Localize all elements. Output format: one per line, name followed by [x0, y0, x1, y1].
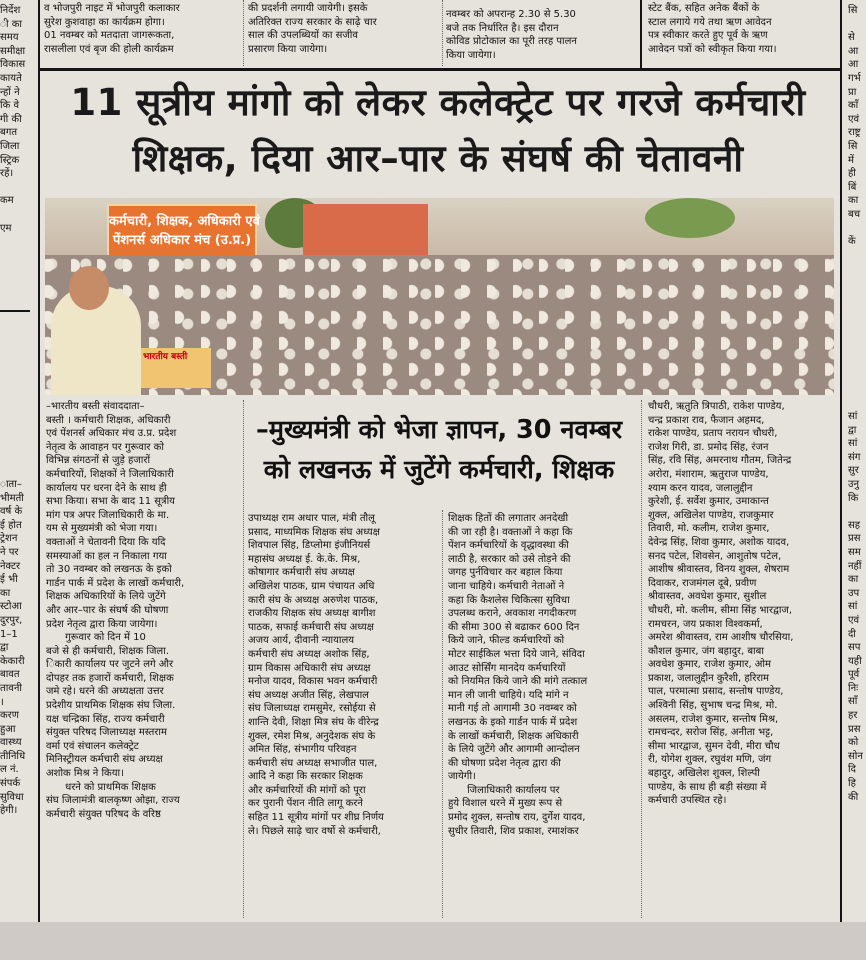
photo-tree — [645, 198, 735, 238]
article-divider-3 — [641, 400, 642, 918]
article-column-4: चौधरी, ऋतुति त्रिपाठी, राकेश पाण्डेय, चन्द्र प्रकाश राव, फैजान अहमद, राकेश पाण्डेय, प्रताप नरायन चौधरी, राजेश गिरी, डा. प्रमोद सिंह, रंजन सिंह, रवि सिंह, अमरनाथ गौतम, जितेन्द्र अरोरा, मंशाराम, ऋतुराज पाण्डेय, श्याम करन यादव, जलालुद्दीन कुरेशी, ई. सर्वेश कुमार, उमाकान्त शुक्ल, अखिलेश पाण्डेय, राजकुमार तिवारी, मो. कलीम, राजेश कुमार, देवेन्द्र सिंह, शिवा कुमार, अशोक यादव, सनद पटेल, शिवसेन, आशुतोष पटेल, आशीष श्रीवास्तव, विनय शुक्ल, शेषराम दिवाकर, राजमंगल दूबे, प्रवीण श्रीवास्तव, अवधेश कुमार, सुशील चौधरी, मो. कलीम, सीमा सिंह भारद्वाज, रामचरन, जय प्रकाश विश्वकर्मा, अमरेश श्रीवास्तव, राम आशीष चौरसिया, कौशल कुमार, जंग बहादुर, बाबा अवधेश कुमार, राजेश कुमार, ओम प्रकाश, जलालुद्दीन कुरैशी, हरिराम पाल, परमात्मा प्रसाद, सन्तोष पाण्डेय, अश्विनी सिंह, सुभाष चन्द्र मिश्र, मो. असलम, राजेश कुमार, सन्तोष मिश्र, रामचन्दर, सरोज सिंह, अनीता भट्ट, सीमा भारद्वाज, सुमन देवी, मीरा चौध री, योगेश शुक्ल, रघुवंश मणि, जंग बहादुर, अखिलेश शुक्ल, शिल्पी पाण्डेय, के साथ ही बड़ी संख्या में कर्मचारी उपस्थित रहे। — [648, 401, 794, 807]
right-edge-column: सि से आ आ गर्भ प्रा काँ एवं राष्ट्र सि में ही बिं का बच कें — [848, 5, 861, 248]
photo-speaker-head — [69, 266, 109, 310]
left-block-divider — [0, 310, 30, 312]
top-divider-3 — [640, 0, 642, 68]
article-divider-2 — [442, 510, 443, 918]
article-column-1: –भारतीय बस्ती संवाददाता– बस्ती । कर्मचारी शिक्षक, अधिकारी एवं पेंशनर्स अधिकार मंच उ.प्र. प्रदेश नेतृत्व के आवाहन पर गुरूवार को विभिन्न संगठनों से जुड़े हजारों कर्मचारियों, शिक्षकों ने जिलाधिकारी कार्यालय पर धरना देने के साथ ही सभा किया। सभा के बाद 11 सूत्रीय मांग पत्र अपर जिलाधिकारी के मा. यम से मुख्यमंत्री को भेजा गया। वक्ताओं ने चेतावनी दिया कि यदि समस्याओं का हल न निकाला गया तो 30 नवम्बर को लखनऊ के इको गार्डन पार्क में प्रदेश के लाखों कर्मचारी, शिक्षक अधिकारियों के लिये जुटेंगे और आर–पार के संघर्ष की घोषणा प्रदेश नेतृत्व द्वारा किया जायेगा। गुरूवार को दिन में 10 बजे से ही कर्मचारी, शिक्षक जिला. िकारी कार्यालय पर जुटने लगे और दोपहर तक हजारों कर्मचारी, शिक्षक जमे रहे। धरने की अध्यक्षता उत्तर प्रदेशीय प्राथमिक शिक्षक संघ जिला. यक्ष चन्द्रिका सिंह, राज्य कर्मचारी संयुक्त परिषद जिलाध्यक्ष मस्तराम वर्मा एवं संचालन कलेक्ट्रेट मिनिस्ट्रीयल कर्मचारी संघ अध्यक्ष अशोक मिश्र ने किया। धरने को प्राथमिक शिक्षक संघ जिलामंत्री बालकृष्ण ओझा, राज्य कर्मचारी संयुक्त परिषद के वरिष्ठ — [46, 401, 185, 820]
podium-label: भारतीय बस्ती — [143, 352, 188, 362]
top-divider-2 — [442, 0, 443, 66]
top-strip-col3: नवम्बर को अपरान्ह 2.30 से 5.30 बजे तक निर्धारित है। इस दौरान कोविड प्रोटोकाल का पूरी तरह पालन किया जायेगा। — [446, 9, 577, 61]
subheadline: –मुख्यमंत्री को भेजा ज्ञापन, 30 नवम्बर को लखनऊ में जुटेंगे कर्मचारी, शिक्षक — [255, 415, 623, 485]
top-strip-bottom-rule — [38, 68, 842, 71]
article-column-2: उपाध्यक्ष राम अधार पाल, मंत्री तौलू प्रसाद, माध्यमिक शिक्षक संघ अध्यक्ष शिवपाल सिंह, डिप्लोमा इंजीनियर्स महासंघ अध्यक्ष ई. के.के. मिश्र, कोषागार कर्मचारी संघ अध्यक्ष अखिलेश पाठक, ग्राम पंचायत अधि कारी संघ के अध्यक्ष अरुणेश पाठक, राजकीय शिक्षक संघ अध्यक्ष बागीश पाठक, सफाई कर्मचारी संघ अध्यक्ष अजय आर्य, दीवानी न्यायालय कर्मचारी संघ अध्यक्ष अशोक सिंह, ग्राम विकास अधिकारी संघ अध्यक्ष मनोज यादव, विकास भवन कर्मचारी संघ अध्यक्ष अजीत सिंह, लेखपाल संघ जिलाध्यक्ष रामसुमेर, रसोईया से शान्ति देवी, शिक्षा मित्र संघ के वीरेन्द्र शुक्ल, रमेश मिश्र, अनुदेशक संघ के अमित सिंह, संभागीय परिवहन कर्मचारी संघ अध्यक्ष सभाजीत पाल, आदि ने कहा कि सरकार शिक्षक और कर्मचारियों की मांगों को पूरा कर पुरानी पेंशन नीति लागू करने सहित 11 सूत्रीय मांगों पर शीघ्र निर्णय ले। पिछले साढ़े चार वर्षो से कर्मचारी, — [248, 513, 384, 837]
top-strip-col1: व भोजपुरी नाइट में भोजपुरी कलाकार सुरेश कुशवाहा का कार्यक्रम होगा। 01 नवम्बर को मतदाता जागरूकता, रासलीला एवं बृज की होली कार्यक्रम — [44, 3, 180, 55]
top-strip-col4: स्टेट बैंक, सहित अनेक बैंकों के स्टाल लगाये गये तथा ऋण आवेदन पत्र स्वीकार करते हुए पूर्व के ऋण आवेदन पत्रों को स्वीकृत किया गया। — [648, 3, 777, 55]
top-strip-col2: की प्रदर्शनी लगायी जायेगी। इसके अतिरिक्त राज्य सरकार के साढ़े चार साल की उपलब्धियों का सजीव प्रसारण किया जायेगा। — [248, 3, 377, 55]
headline-line1: 11 सूत्रीय मांगो को लेकर कलेक्ट्रेट पर गरजे कर्मचारी — [70, 81, 806, 124]
photo-podium — [141, 348, 211, 388]
frame-right-rule — [840, 0, 842, 922]
page-bottom-margin — [0, 922, 866, 960]
headline-line2: शिक्षक, दिया आर–पार के संघर्ष की चेतावनी — [132, 137, 744, 180]
right-edge-column-lower: सां द्वा सां संग सुर उनु कि सह प्रस सम नहीं का उप सां एवं दी सप यही पूर्व निः साँ हर प्रस को सोन दि हि की — [848, 411, 863, 803]
photo-banner: कर्मचारी, शिक्षक, अधिकारी एवं पेंशनर्स अधिकार मंच (उ.प्र.) — [107, 204, 257, 280]
article-column-3: शिक्षक हितों की लगातार अनदेखी की जा रही है। वक्ताओं ने कहा कि पेंशन कर्मचारियों के वृद्धावस्था की लाठी है, सरकार को उसे तोड़ने की जगह पुर्नविचार कर बहाल किया जाना चाहिये। कर्मचारी नेताओं ने कहा कि कैशलेस चिकित्सा सुविधा उपलब्ध कराने, अवकाश नगदीकरण की सीमा 300 से बढाकर 600 दिन किये जाने, फील्ड कर्मचारियों को मोटर साईकिल भत्ता दिये जाने, संविदा आउट सोर्सिंग मानदेय कर्मचारियों को नियमित किये जाने की मांगे तत्काल मान ली जानी चाहिये। यदि मांगे न मानी गई तो आगामी 30 नवम्बर को लखनऊ के इको गार्डन पार्क में प्रदेश के लाखों कर्मचारी, शिक्षक अधिकारी के लिये जुटेंगे और आगामी आन्दोलन की घोषणा प्रदेश नेतृत्व द्वारा की जायेगी। जिलाधिकारी कार्यालय पर हुये विशाल धरने में मुख्य रूप से प्रमोद शुक्ल, सन्तोष राय, दुर्गेश यादव, सुधीर तिवारी, शिव प्रकाश, रमाशंकर — [448, 513, 588, 837]
left-edge-column-lower: ाता– भीमती वर्ष के ई होत ट्रेशन ने पर नेक्टर ई भी का स्टोआ दुरपुर, 1–1 द्वा केकारी बावत तावनी । करण हुआ वास्थ्य तीनिधि ल नं. संपर्क सुविधा हेगी। — [0, 479, 26, 817]
left-edge-column: निर्देश ी का समय समीक्षा विकास कायते न्हों ने कि वे गी की बगत जिला स्ट्रिक रहें। कम एम — [0, 5, 26, 234]
top-divider-1 — [243, 0, 244, 66]
rally-photo — [45, 198, 834, 395]
